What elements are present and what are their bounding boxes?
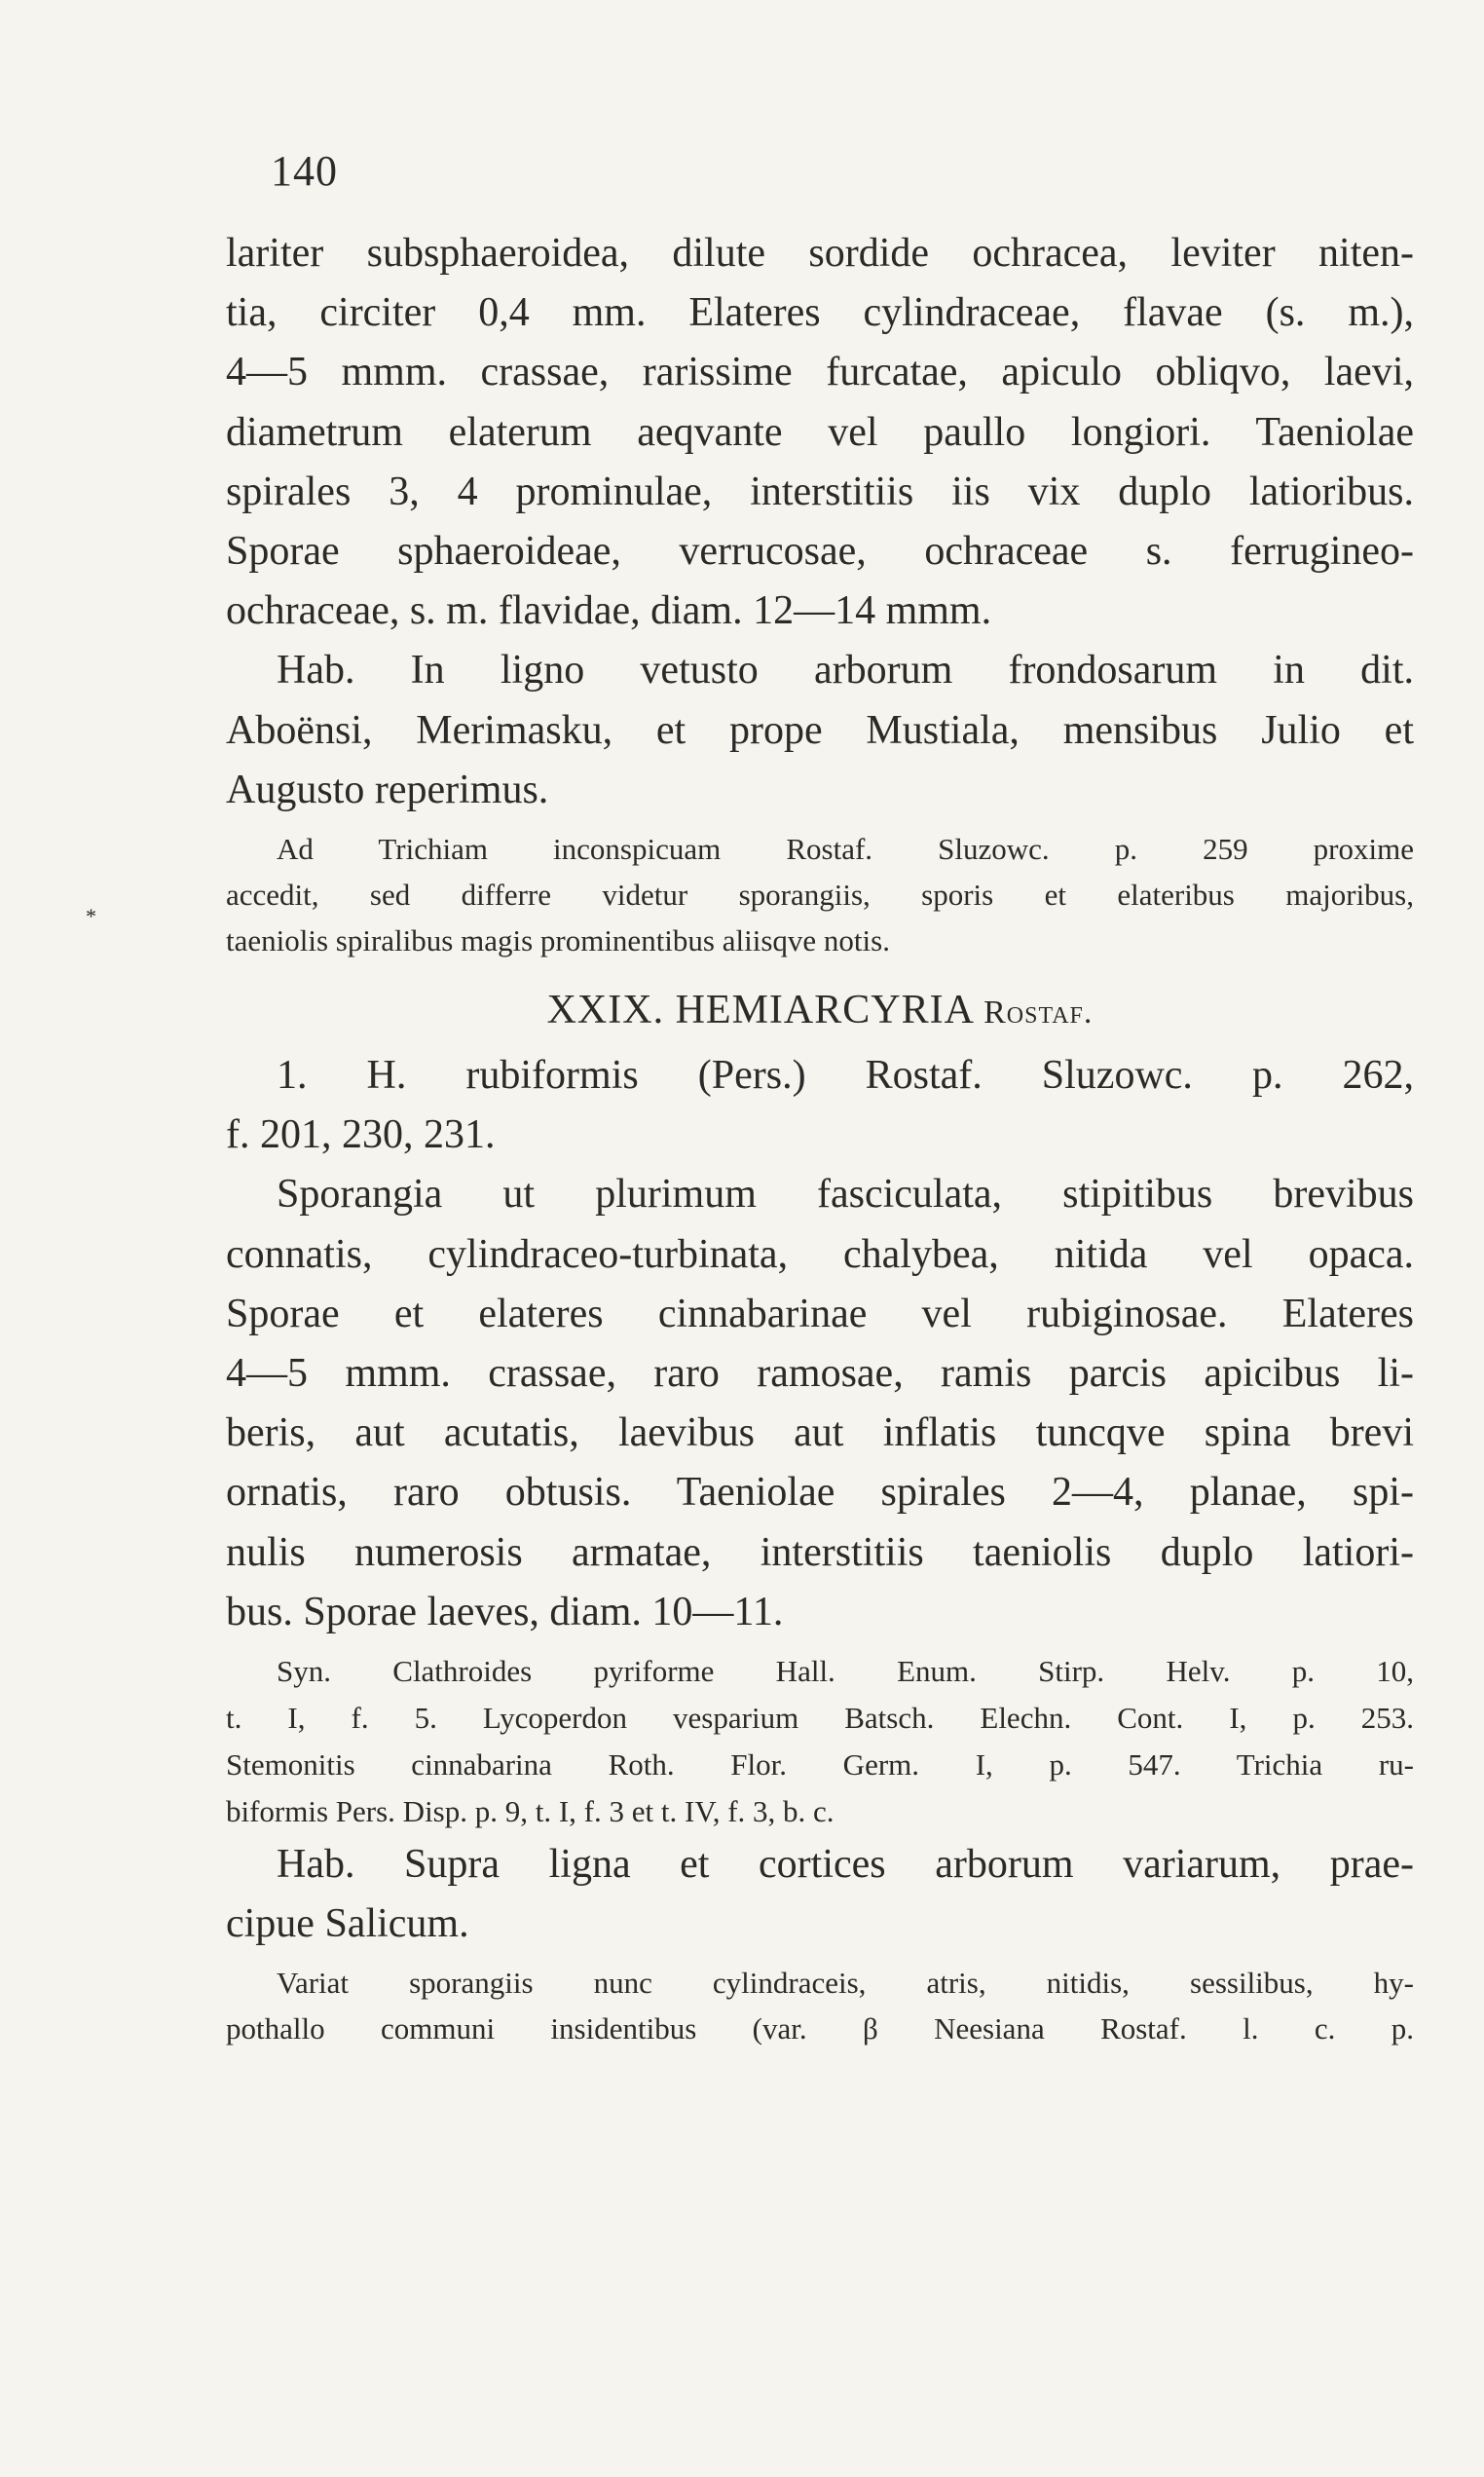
text-line: Sporangia ut plurimum fasciculata, stipitibus brevibus [277, 1172, 1414, 1218]
paragraph-habitat-2 [226, 1835, 1414, 1954]
text-line: lariter subsphaeroidea, dilute sordide ochracea, leviter niten- [226, 231, 1414, 276]
genus-heading [226, 981, 1414, 1042]
species-title [226, 1046, 1414, 1165]
text-line: nulis numerosis armatae, interstitiis taeniolis duplo latiori- [226, 1529, 1414, 1575]
text-line: Augusto reperimus. [226, 767, 549, 812]
text-line: spirales 3, 4 prominulae, interstitiis iis vix duplo latioribus. [226, 469, 1414, 514]
paragraph-description-continued [226, 224, 1414, 641]
text-line: accedit, sed differre videtur sporangiis, sporis et elateribus majoribus, [226, 878, 1414, 913]
text-line: tia, circiter 0,4 mm. Elateres cylindraceae, flavae (s. m.), [226, 290, 1414, 336]
text-line: Variat sporangiis nunc cylindraceis, atris, nitidis, sessilibus, hy- [277, 1966, 1414, 2001]
heading-genus: HEMIARCYRIA [675, 988, 973, 1033]
text-line: Hab. Supra ligna et cortices arborum variarum, prae- [277, 1842, 1414, 1888]
species-description [226, 1165, 1414, 1642]
text-line: bus. Sporae laeves, diam. 10—11. [226, 1589, 784, 1634]
heading-author: Rostaf. [983, 995, 1094, 1032]
text-line: Hab. In ligno vetusto arborum frondosarum in dit. [277, 648, 1414, 694]
text-line: Aboënsi, Merimasku, et prope Mustiala, mensibus Julio et [226, 707, 1414, 753]
paragraph-habitat-1 [226, 641, 1414, 700]
note-comparison [226, 826, 1414, 963]
text-line: 1. H. rubiformis (Pers.) Rostaf. Sluzowc. p. 262, [277, 1053, 1414, 1099]
text-line: Ad Trichiam inconspicuam Rostaf. Sluzowc. p. 259 proxime [277, 832, 1414, 867]
text-line: f. 201, 230, 231. [226, 1112, 496, 1158]
text-line: connatis, cylindraceo-turbinata, chalybea, nitida vel opaca. [226, 1231, 1414, 1277]
text-line: beris, aut acutatis, laevibus aut inflatis tuncqve spina brevi [226, 1410, 1414, 1456]
text-line: ochraceae, s. m. flavidae, diam. 12—14 mmm. [226, 588, 992, 634]
text-line: Syn. Clathroides pyriforme Hall. Enum. Stirp. Helv. p. 10, [277, 1654, 1414, 1689]
text-column [226, 224, 1414, 2051]
text-line: diametrum elaterum aeqvante vel paullo longiori. Taeniolae [226, 409, 1414, 455]
text-line: t. I, f. 5. Lycoperdon vesparium Batsch. Elechn. Cont. I, p. 253. [226, 1701, 1414, 1736]
text-line: cipue Salicum. [226, 1901, 469, 1947]
text-line: 4—5 mmm. crassae, raro ramosae, ramis parcis apicibus li- [226, 1351, 1414, 1397]
paragraph-habitat-1-cont [226, 701, 1414, 820]
text-line: Sporae et elateres cinnabarinae vel rubiginosae. Elateres [226, 1291, 1414, 1336]
text-line: taeniolis spiralibus magis prominentibus aliisqve notis. [226, 923, 890, 958]
page-number: 140 [271, 147, 338, 195]
variat-note [226, 1960, 1414, 2051]
text-line: Stemonitis cinnabarina Roth. Flor. Germ. I, p. 547. Trichia ru- [226, 1747, 1414, 1783]
text-line: 4—5 mmm. crassae, rarissime furcatae, apiculo obliqvo, laevi, [226, 350, 1414, 395]
synonyms [226, 1648, 1414, 1835]
text-line: pothallo communi insidentibus (var. β Neesiana Rostaf. l. c. p. [226, 2011, 1414, 2046]
heading-numeral: XXIX. [546, 988, 665, 1033]
text-line: ornatis, raro obtusis. Taeniolae spirales 2—4, planae, spi- [226, 1470, 1414, 1516]
text-line: Sporae sphaeroideae, verrucosae, ochraceae s. ferrugineo- [226, 529, 1414, 575]
text-line: biformis Pers. Disp. p. 9, t. I, f. 3 et t. IV, f. 3, b. c. [226, 1794, 835, 1829]
marginal-mark: * [86, 904, 96, 928]
